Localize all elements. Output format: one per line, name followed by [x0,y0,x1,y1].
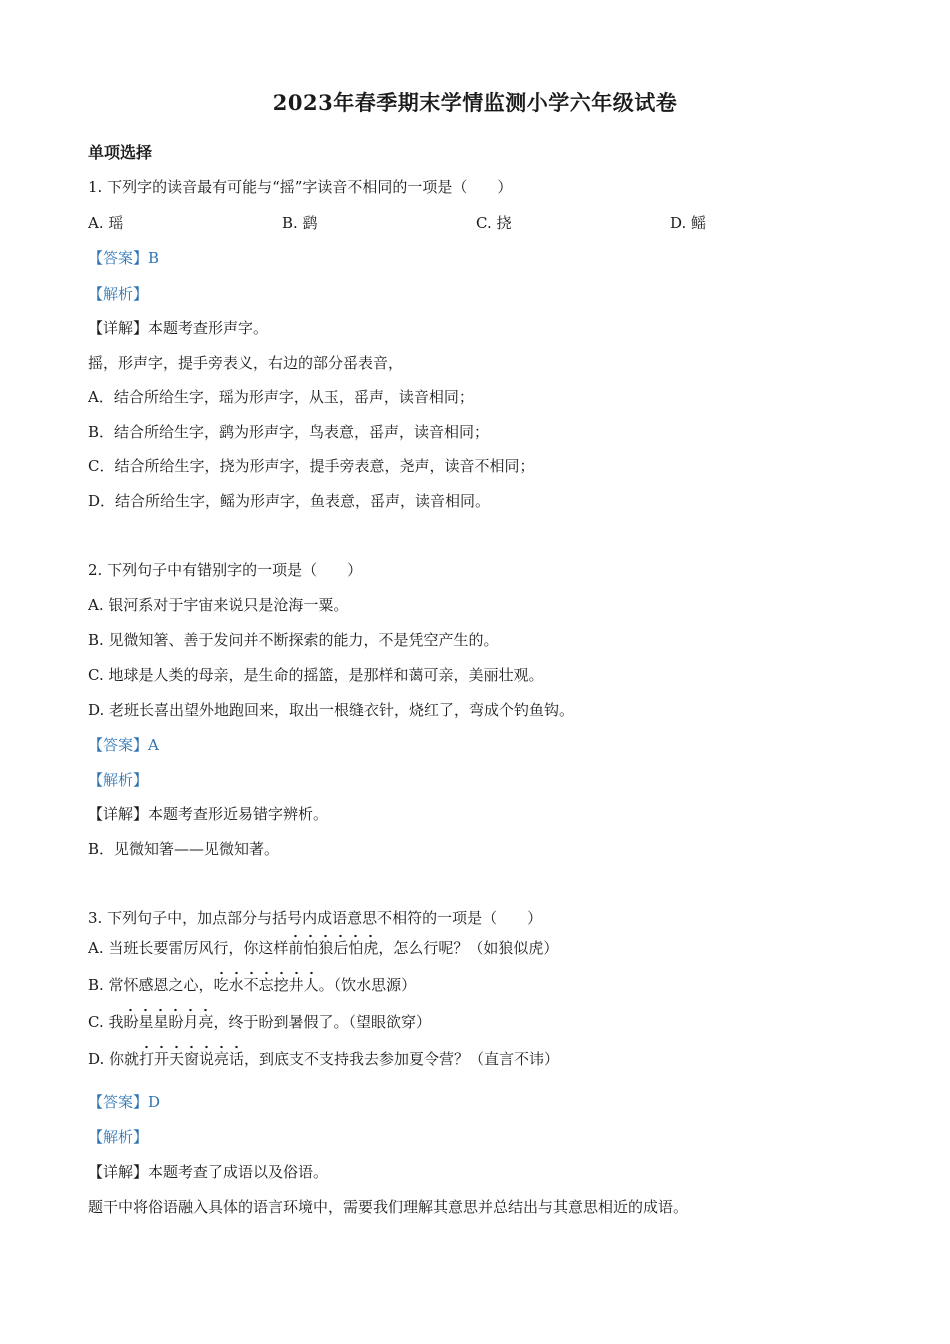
q3-option-c [88,1012,431,1032]
q1-explanation-line: C．结合所给生字，挠为形声字，提手旁表意，尧声，读音不相同； [88,457,535,475]
option-suffix: ，怎么行呢？（如狼似虎） [378,939,559,957]
q3-explanation-line: 题干中将俗语融入具体的语言环境中，需要我们理解其意思并总结出与其意思相近的成语。 [88,1198,689,1216]
q1-detail: 【详解】本题考查形声字。 [88,319,269,337]
q1-stem: 1. 下列字的读音最有可能与“摇”字读音不相同的一项是（ ） [88,178,513,196]
dotted-phrase: 吃水不忘挖井人 [214,970,319,994]
option-suffix: ，终于盼到暑假了。（望眼欲穿） [213,1013,432,1031]
q2-option-c: C. 地球是人类的母亲，是生命的摇篮，是那样和蔼可亲，美丽壮观。 [88,666,544,684]
q1-explanation-line: D．结合所给生字，鳐为形声字，鱼表意，䍃声，读音相同。 [88,492,491,510]
q1-option-a: A. 瑶 [88,214,124,232]
option-suffix: 。（饮水思源） [318,976,417,994]
q2-detail: 【详解】本题考查形近易错字辨析。 [88,805,329,823]
q1-answer: 【答案】B [88,249,160,267]
q1-option-b: B. 鹞 [282,214,318,232]
option-prefix: A. 当班长要雷厉风行，你这样 [88,939,289,957]
section-heading: 单项选择 [88,143,153,162]
dotted-phrase: 盼星星盼月亮 [123,1007,213,1031]
q3-detail: 【详解】本题考查了成语以及俗语。 [88,1163,329,1181]
q3-analysis-label: 【解析】 [88,1128,149,1146]
q2-analysis-label: 【解析】 [88,771,149,789]
q2-option-a: A. 银河系对于宇宙来说只是沧海一粟。 [88,596,349,614]
option-suffix: ，到底支不支持我去参加夏令营？（直言不讳） [244,1050,560,1068]
q1-analysis-label: 【解析】 [88,285,149,303]
option-prefix: C. 我 [88,1013,124,1031]
q2-option-b: B. 见微知箸、善于发问并不断探索的能力，不是凭空产生的。 [88,631,499,649]
q2-option-d: D. 老班长喜出望外地跑回来，取出一根缝衣针，烧红了，弯成个钓鱼钩。 [88,701,575,719]
q1-option-c: C. 挠 [476,214,512,232]
q1-explanation-line: A．结合所给生字，瑶为形声字，从玉，䍃声，读音相同； [88,388,474,406]
q1-explanation-line: 摇，形声字，提手旁表义，右边的部分䍃表音， [88,354,404,372]
q3-option-a [88,938,558,958]
q3-option-b [88,975,416,995]
page-title: 2023年春季期末学情监测小学六年级试卷 [272,90,678,115]
dotted-phrase: 前怕狼后怕虎 [288,933,378,957]
q2-answer: 【答案】A [88,736,159,754]
dotted-phrase: 打开天窗说亮话 [139,1044,244,1068]
option-prefix: B. 常怀感恩之心， [88,976,214,994]
q2-stem: 2. 下列句子中有错别字的一项是（ ） [88,561,363,579]
option-prefix: D. 你就 [88,1050,140,1068]
q3-stem: 3. 下列句子中，加点部分与括号内成语意思不相符的一项是（ ） [88,909,543,927]
q1-explanation-line: B．结合所给生字，鹞为形声字，鸟表意，䍃声，读音相同； [88,423,490,441]
q3-answer: 【答案】D [88,1093,161,1111]
q2-explanation-line: B．见微知箸——见微知著。 [88,840,280,858]
q3-option-d [88,1049,559,1069]
q1-option-d: D. 鳐 [670,214,707,232]
